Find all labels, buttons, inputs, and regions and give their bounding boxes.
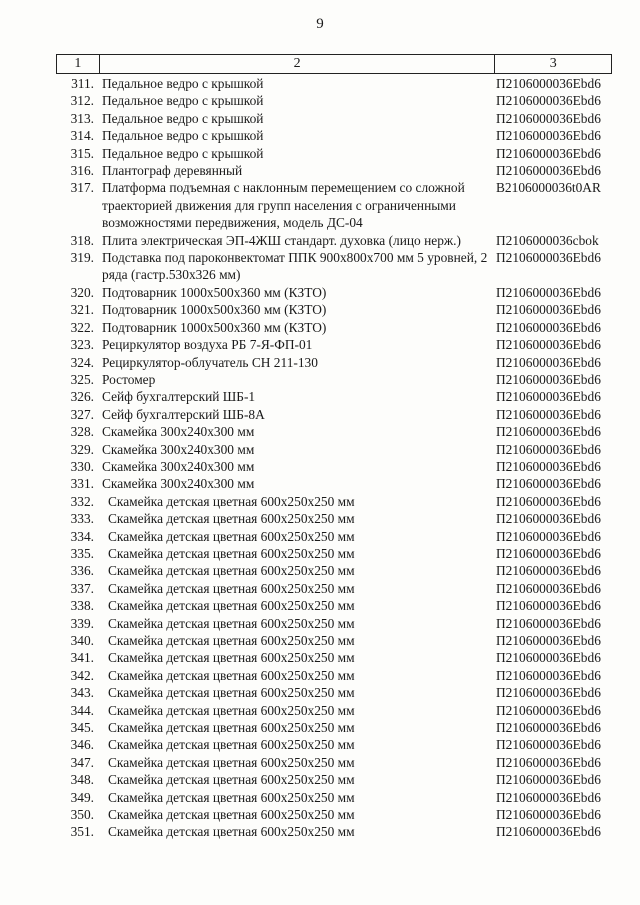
table-row: [56, 493, 612, 510]
row-number: 324.: [70, 354, 94, 370]
table-row: [56, 684, 612, 701]
table-row: [56, 597, 612, 614]
table-row: [56, 771, 612, 788]
row-number: 317.: [70, 180, 94, 196]
inventory-code: П2106000036Ebd6: [496, 302, 601, 318]
row-number: 323.: [70, 337, 94, 353]
item-name: Педальное ведро с крышкой: [102, 93, 264, 109]
table-header: [56, 54, 612, 74]
item-name: Скамейка детская цветная 600x250x250 мм: [108, 650, 355, 666]
row-number: 315.: [70, 145, 94, 161]
inventory-code: П2106000036Ebd6: [496, 337, 601, 353]
inventory-code: П2106000036Ebd6: [496, 633, 601, 648]
table-row: [56, 336, 612, 353]
inventory-code: П2106000036Ebd6: [496, 563, 601, 579]
inventory-code: П2106000036Ebd6: [496, 406, 601, 422]
item-name: Скамейка детская цветная 600x250x250 мм: [108, 789, 355, 805]
table-row: [56, 458, 612, 475]
table-row: [56, 823, 612, 840]
table-row: [56, 92, 612, 109]
inventory-code: П2106000036Ebd6: [496, 598, 601, 614]
item-name: Подтоварник 1000x500x360 мм (КЗТО): [102, 284, 327, 300]
row-number: 331.: [70, 476, 94, 492]
item-name: Педальное ведро с крышкой: [102, 110, 264, 126]
item-name: Скамейка детская цветная 600x250x250 мм: [108, 615, 355, 631]
inventory-code: П2106000036Ebd6: [496, 441, 601, 457]
row-number: 335.: [70, 545, 94, 561]
inventory-code: П2106000036Ebd6: [496, 789, 601, 805]
table-row: [56, 301, 612, 318]
table-row: [56, 719, 612, 736]
item-name: Сейф бухгалтерский ШБ-1: [102, 389, 256, 405]
item-name: Скамейка 300x240x300 мм: [102, 424, 255, 440]
inventory-code: П2106000036Ebd6: [496, 93, 601, 109]
inventory-code: П2106000036Ebd6: [496, 754, 601, 770]
item-name: Скамейка детская цветная 600x250x250 мм: [108, 545, 355, 561]
column-header-2: 2: [100, 55, 496, 73]
item-name: Скамейка детская цветная 600x250x250 мм: [108, 685, 355, 701]
item-name: Подставка под пароконвектомат ППК 900x800x700 мм 5 уровней, 2 ряда (гастр.530x326 мм): [102, 250, 488, 283]
column-header-3: 3: [495, 55, 612, 73]
row-number: 322.: [70, 319, 94, 335]
table-row: [56, 371, 612, 388]
inventory-code: П2106000036Ebd6: [496, 371, 601, 387]
inventory-code: П2106000036Ebd6: [496, 424, 601, 440]
row-number: 349.: [70, 789, 94, 805]
table-row: [56, 545, 612, 562]
row-number: 329.: [70, 441, 94, 457]
inventory-code: П2106000036Ebd6: [496, 720, 601, 736]
item-name: Скамейка детская цветная 600x250x250 мм: [108, 754, 355, 770]
table-row: [56, 702, 612, 719]
item-name: Сейф бухгалтерский ШБ-8А: [102, 406, 265, 422]
item-name: Педальное ведро с крышкой: [102, 128, 264, 144]
item-name: Рециркулятор-облучатель СН 211-130: [102, 354, 318, 370]
table-row: [56, 110, 612, 127]
row-number: 314.: [70, 128, 94, 144]
table-row: [56, 232, 612, 249]
table-row: [56, 528, 612, 545]
item-name: Скамейка детская цветная 600x250x250 мм: [108, 702, 355, 718]
item-name: Подтоварник 1000x500x360 мм (КЗТО): [102, 302, 327, 318]
inventory-code: П2106000036Ebd6: [496, 511, 601, 527]
row-number: 346.: [70, 737, 94, 753]
item-name: Скамейка 300x240x300 мм: [102, 476, 255, 492]
column-header-1: 1: [56, 55, 100, 73]
row-number: 333.: [70, 511, 94, 527]
inventory-code: П2106000036Ebd6: [496, 772, 601, 788]
item-name: Педальное ведро с крышкой: [102, 76, 264, 91]
page-number: 9: [316, 16, 324, 32]
inventory-code: П2106000036Ebd6: [496, 250, 601, 266]
table-row: [56, 284, 612, 301]
item-name: Скамейка 300x240x300 мм: [102, 441, 255, 457]
inventory-code: П2106000036Ebd6: [496, 493, 601, 509]
table-row: [56, 319, 612, 336]
item-name: Плита электрическая ЭП-4ЖШ стандарт. духовка (лицо нерж.): [102, 232, 461, 248]
table-row: [56, 562, 612, 579]
table-row: [56, 580, 612, 597]
row-number: 343.: [70, 685, 94, 701]
row-number: 312.: [70, 93, 94, 109]
table-row: [56, 475, 612, 492]
table-row: [56, 510, 612, 527]
item-name: Скамейка детская цветная 600x250x250 мм: [108, 667, 355, 683]
inventory-code: П2106000036Ebd6: [496, 163, 601, 179]
inventory-code: П2106000036Ebd6: [496, 319, 601, 335]
row-number: 332.: [70, 493, 94, 509]
table-row: [56, 806, 612, 823]
item-name: Скамейка детская цветная 600x250x250 мм: [108, 563, 355, 579]
row-number: 325.: [70, 371, 94, 387]
row-number: 345.: [70, 720, 94, 736]
table-row: [56, 649, 612, 666]
item-name: Скамейка детская цветная 600x250x250 мм: [108, 737, 355, 753]
inventory-code: П2106000036Ebd6: [496, 354, 601, 370]
row-number: 339.: [70, 615, 94, 631]
inventory-code: П2106000036Ebd6: [496, 545, 601, 561]
item-name: Ростомер: [102, 371, 156, 387]
item-name: Скамейка детская цветная 600x250x250 мм: [108, 824, 355, 840]
inventory-code: П2106000036Ebd6: [496, 702, 601, 718]
item-name: Скамейка детская цветная 600x250x250 мм: [108, 580, 355, 596]
item-name: Скамейка детская цветная 600x250x250 мм: [108, 598, 355, 614]
inventory-code: П2106000036Ebd6: [496, 110, 601, 126]
row-number: 320.: [70, 284, 94, 300]
row-number: 313.: [70, 110, 94, 126]
inventory-code: П2106000036Ebd6: [496, 615, 601, 631]
row-number: 326.: [70, 389, 94, 405]
inventory-code: П2106000036Ebd6: [496, 128, 601, 144]
row-number: 344.: [70, 702, 94, 718]
table-row: [56, 789, 612, 806]
row-number: 319.: [70, 250, 94, 266]
item-name: Подтоварник 1000x500x360 мм (КЗТО): [102, 319, 327, 335]
row-number: 334.: [70, 528, 94, 544]
table-row: [56, 736, 612, 753]
inventory-code: П2106000036Ebd6: [496, 76, 601, 91]
table-body: [56, 75, 612, 841]
row-number: 347.: [70, 754, 94, 770]
row-number: 340.: [70, 633, 94, 648]
row-number: 338.: [70, 598, 94, 614]
table-row: [56, 406, 612, 423]
item-name: Скамейка детская цветная 600x250x250 мм: [108, 807, 355, 823]
inventory-code: П2106000036Ebd6: [496, 685, 601, 701]
row-number: 341.: [70, 650, 94, 666]
table-row: [56, 441, 612, 458]
row-number: 316.: [70, 163, 94, 179]
table-row: [56, 179, 612, 231]
inventory-code: B2106000036t0AR: [496, 180, 601, 196]
row-number: 330.: [70, 458, 94, 474]
inventory-code: П2106000036cbok: [496, 232, 599, 248]
inventory-code: П2106000036Ebd6: [496, 476, 601, 492]
inventory-table: [56, 54, 612, 841]
table-row: [56, 667, 612, 684]
row-number: 350.: [70, 807, 94, 823]
inventory-code: П2106000036Ebd6: [496, 528, 601, 544]
table-row: [56, 249, 612, 284]
item-name: Скамейка детская цветная 600x250x250 мм: [108, 772, 355, 788]
inventory-code: П2106000036Ebd6: [496, 458, 601, 474]
inventory-code: П2106000036Ebd6: [496, 389, 601, 405]
inventory-code: П2106000036Ebd6: [496, 145, 601, 161]
row-number: 336.: [70, 563, 94, 579]
table-row: [56, 75, 612, 92]
row-number: 318.: [70, 232, 94, 248]
table-row: [56, 754, 612, 771]
item-name: Педальное ведро с крышкой: [102, 145, 264, 161]
row-number: 348.: [70, 772, 94, 788]
inventory-code: П2106000036Ebd6: [496, 284, 601, 300]
item-name: Скамейка 300x240x300 мм: [102, 458, 255, 474]
row-number: 321.: [70, 302, 94, 318]
inventory-code: П2106000036Ebd6: [496, 737, 601, 753]
inventory-code: П2106000036Ebd6: [496, 807, 601, 823]
item-name: Рециркулятор воздуха РБ 7-Я-ФП-01: [102, 337, 313, 353]
row-number: 351.: [70, 824, 94, 840]
item-name: Скамейка детская цветная 600x250x250 мм: [108, 511, 355, 527]
item-name: Скамейка детская цветная 600x250x250 мм: [108, 528, 355, 544]
item-name: Скамейка детская цветная 600x250x250 мм: [108, 720, 355, 736]
item-name: Скамейка детская цветная 600x250x250 мм: [108, 633, 355, 648]
inventory-code: П2106000036Ebd6: [496, 650, 601, 666]
row-number: 342.: [70, 667, 94, 683]
table-row: [56, 615, 612, 632]
table-row: [56, 388, 612, 405]
row-number: 311.: [71, 76, 94, 91]
table-row: [56, 354, 612, 371]
row-number: 328.: [70, 424, 94, 440]
row-number: 327.: [70, 406, 94, 422]
row-number: 337.: [70, 580, 94, 596]
table-row: [56, 162, 612, 179]
inventory-code: П2106000036Ebd6: [496, 667, 601, 683]
table-row: [56, 145, 612, 162]
item-name: Платформа подъемная с наклонным перемещением со сложной траекторией движения для групп населения с ограниченными возможностями передвижения, модель ДС-04: [102, 180, 465, 231]
item-name: Скамейка детская цветная 600x250x250 мм: [108, 493, 355, 509]
table-row: [56, 423, 612, 440]
item-name: Плантограф деревянный: [102, 163, 243, 179]
table-row: [56, 632, 612, 649]
inventory-code: П2106000036Ebd6: [496, 824, 601, 840]
inventory-code: П2106000036Ebd6: [496, 580, 601, 596]
table-row: [56, 127, 612, 144]
